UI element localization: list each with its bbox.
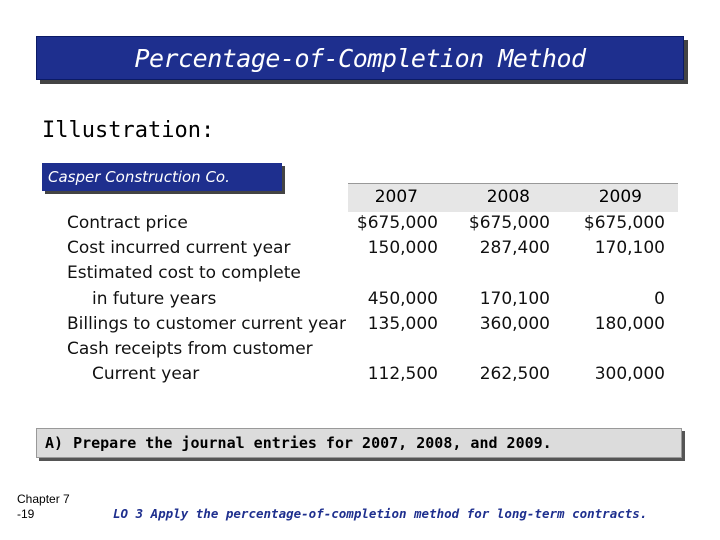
cell-current-year-2008: 262,500 bbox=[479, 364, 550, 384]
cell-billings-2007: 135,000 bbox=[367, 314, 438, 334]
cell-cost-incurred-2007: 150,000 bbox=[367, 238, 438, 258]
slide-title: Percentage-of-Completion Method bbox=[134, 43, 586, 73]
row-label-cash-receipts: Cash receipts from customer bbox=[67, 339, 313, 359]
row-label-billings: Billings to customer current year bbox=[67, 314, 346, 334]
company-label: Casper Construction Co. bbox=[42, 163, 282, 191]
cell-current-year-2009: 300,000 bbox=[594, 364, 665, 384]
row-label-cost-incurred: Cost incurred current year bbox=[67, 238, 291, 258]
cell-future-years-2007: 450,000 bbox=[367, 289, 438, 309]
year-header-2009: 2009 bbox=[598, 187, 642, 207]
chapter-line-2: -19 bbox=[17, 507, 35, 521]
cell-billings-2008: 360,000 bbox=[479, 314, 550, 334]
cell-current-year-2007: 112,500 bbox=[367, 364, 438, 384]
row-label-estimated-cost: Estimated cost to complete bbox=[67, 263, 301, 283]
chapter-label bbox=[17, 492, 70, 522]
task-prompt bbox=[36, 428, 682, 458]
row-label-contract-price: Contract price bbox=[67, 213, 188, 233]
slide-title-bar bbox=[36, 36, 684, 80]
year-header-2007: 2007 bbox=[374, 187, 418, 207]
learning-objective: LO 3 Apply the percentage-of-completion method for long-term contracts. bbox=[113, 506, 648, 521]
cell-contract-price-2008: $675,000 bbox=[468, 213, 550, 233]
cell-future-years-2009: 0 bbox=[654, 289, 665, 309]
task-letter: A) bbox=[45, 434, 64, 452]
row-label-future-years: in future years bbox=[92, 289, 217, 309]
cell-cost-incurred-2009: 170,100 bbox=[594, 238, 665, 258]
cell-contract-price-2009: $675,000 bbox=[583, 213, 665, 233]
cell-future-years-2008: 170,100 bbox=[479, 289, 550, 309]
year-header-2008: 2008 bbox=[486, 187, 530, 207]
cell-contract-price-2007: $675,000 bbox=[356, 213, 438, 233]
chapter-line-1: Chapter 7 bbox=[17, 492, 70, 506]
illustration-heading: Illustration: bbox=[42, 118, 215, 143]
row-label-current-year: Current year bbox=[92, 364, 200, 384]
cell-billings-2009: 180,000 bbox=[594, 314, 665, 334]
cell-cost-incurred-2008: 287,400 bbox=[479, 238, 550, 258]
task-text: Prepare the journal entries for 2007, 2008, and 2009. bbox=[73, 434, 552, 452]
